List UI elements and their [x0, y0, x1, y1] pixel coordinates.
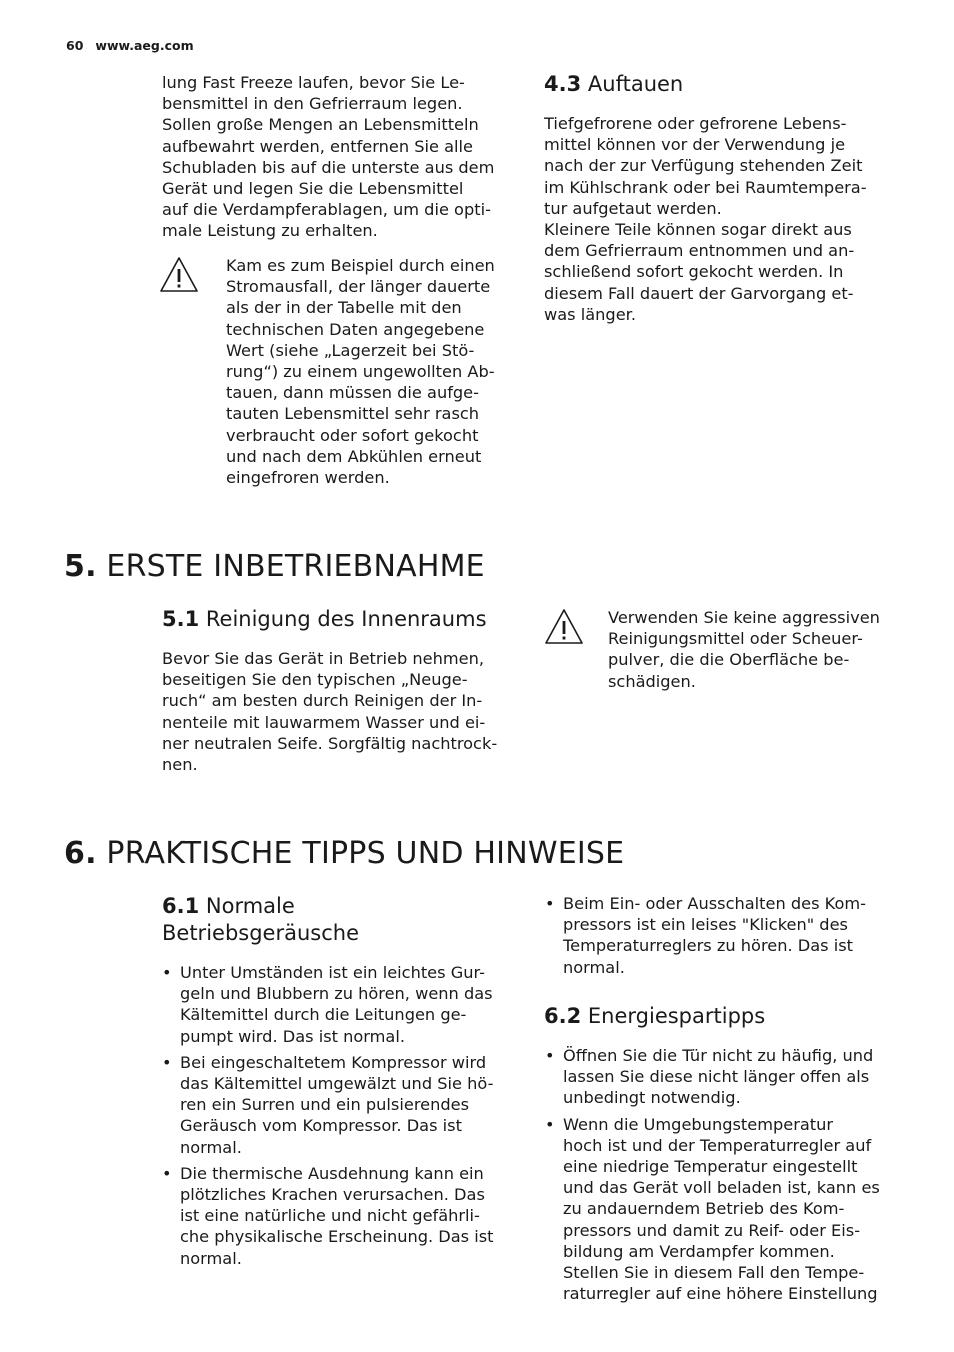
text-line: nen.	[162, 755, 198, 775]
text-line: Tiefgefrorene oder gefrorene Lebens-	[544, 114, 847, 133]
section-title: Auftauen	[587, 72, 684, 96]
section-number: 6.2	[544, 1004, 582, 1028]
list-item: • Unter Umständen ist ein leichtes Gur- geln und Blubbern zu hören, wenn das Kältemittel durch die Leitungen ge- pumpt wird. Das ist normal.	[162, 962, 532, 1047]
text-line: mittel können vor der Verwendung je	[544, 135, 846, 155]
thawing-paragraph	[544, 113, 924, 325]
noise-bullet-list	[162, 962, 532, 1274]
warning-icon	[159, 256, 199, 294]
text-line: pulver, die die Oberfläche be-	[608, 650, 850, 670]
text-line: auf die Verdampferablagen, um die opti-	[162, 200, 491, 220]
page-header	[66, 38, 194, 53]
text-line: Wert (siehe „Lagerzeit bei Stö-	[226, 340, 475, 360]
text-line: diesem Fall dauert der Garvorgang et-	[544, 283, 854, 303]
text-line: ruch“ am besten durch Reinigen der In-	[162, 691, 483, 711]
text-line: ner neutralen Seife. Sorgfältig nachtrock-	[162, 733, 498, 753]
text-line: tur aufgetaut werden.	[544, 198, 722, 218]
section-heading-6-2	[544, 1003, 765, 1030]
section-title: Normale	[205, 894, 295, 918]
chapter-number: 5.	[64, 549, 97, 584]
section-heading-5-1	[162, 606, 487, 633]
section-number: 4.3	[544, 72, 582, 96]
intro-paragraph	[162, 72, 522, 242]
section-heading-6-1	[162, 893, 522, 947]
cleaning-paragraph	[162, 648, 532, 775]
section-title: Energiespartipps	[587, 1004, 766, 1028]
text-line: Schubladen bis auf die unterste aus dem	[162, 157, 495, 177]
list-item: • Wenn die Umgebungstemperatur hoch ist und der Temperaturregler auf eine niedrige Temperatur eingestellt und das Gerät voll beladen ist, kann es zu andauerndem Betrieb des Kom- pressors und damit zu Reif- oder Eis- bildung am Verdampfer kommen. Stellen Sie in diesem Fall den Tempe- raturregler auf eine höhere Einstellung	[545, 1114, 925, 1305]
text-line: nach der zur Verfügung stehenden Zeit	[544, 156, 863, 176]
text-line: lung Fast Freeze laufen, bevor Sie Le-	[162, 73, 465, 92]
text-line: Stromausfall, der länger dauerte	[226, 277, 491, 297]
text-line: tauen, dann müssen die aufge-	[226, 383, 479, 403]
text-line: Kleinere Teile können sogar direkt aus	[544, 220, 852, 240]
text-line: eingefroren werden.	[226, 468, 390, 488]
text-line: was länger.	[544, 304, 636, 324]
text-line: technischen Daten angegebene	[226, 319, 485, 339]
section-number: 6.1	[162, 894, 200, 918]
text-line: verbraucht oder sofort gekocht	[226, 425, 479, 445]
chapter-title: PRAKTISCHE TIPPS UND HINWEISE	[106, 836, 625, 871]
text-line: Sollen große Mengen an Lebensmitteln	[162, 115, 479, 135]
text-line: Gerät und legen Sie die Lebensmittel	[162, 179, 464, 199]
section-heading-4-3	[544, 71, 683, 98]
text-line: Kam es zum Beispiel durch einen	[226, 256, 495, 275]
list-item: • Die thermische Ausdehnung kann ein plötzliches Krachen verursachen. Das ist eine natürliche und nicht gefährli- che physikalische Erscheinung. Das ist normal.	[162, 1163, 532, 1269]
section-number: 5.1	[162, 607, 200, 631]
section-title: Reinigung des Innenraums	[205, 607, 487, 631]
text-line: Verwenden Sie keine aggressiven	[608, 608, 880, 627]
chapter-heading-6	[64, 836, 624, 872]
header-url: www.aeg.com	[95, 38, 194, 53]
chapter-number: 6.	[64, 836, 97, 871]
warning-text-cleaning	[608, 607, 928, 692]
text-line: als der in der Tabelle mit den	[226, 298, 462, 318]
text-line: schließend sofort gekocht werden. In	[544, 262, 844, 282]
text-line: dem Gefrierraum entnommen und an-	[544, 241, 855, 261]
text-line: rung“) zu einem ungewollten Ab-	[226, 362, 495, 382]
text-line: Reinigungsmittel oder Scheuer-	[608, 629, 863, 649]
text-line: nenteile mit lauwarmem Wasser und ei-	[162, 712, 486, 732]
page-number: 60	[66, 38, 84, 53]
text-line: im Kühlschrank oder bei Raumtempera-	[544, 177, 867, 197]
chapter-heading-5	[64, 549, 485, 585]
text-line: Bevor Sie das Gerät in Betrieb nehmen,	[162, 649, 485, 668]
energy-saving-bullet-list	[545, 1045, 925, 1309]
chapter-title: ERSTE INBETRIEBNAHME	[106, 549, 485, 584]
text-line: male Leistung zu erhalten.	[162, 221, 378, 241]
list-item: • Bei eingeschaltetem Kompressor wird das Kältemittel umgewälzt und Sie hö- ren ein Surren und ein pulsierendes Geräusch vom Kompressor. Das ist normal.	[162, 1052, 532, 1158]
text-line: beseitigen Sie den typischen „Neuge-	[162, 670, 468, 690]
list-item: • Öffnen Sie die Tür nicht zu häufig, und lassen Sie diese nicht länger offen als unbedingt notwendig.	[545, 1045, 925, 1109]
text-line: und nach dem Abkühlen erneut	[226, 446, 482, 466]
section-title-continued: Betriebsgeräusche	[162, 921, 359, 945]
compressor-bullet-list	[545, 893, 925, 983]
warning-text-thawing	[226, 255, 526, 488]
warning-icon	[544, 608, 584, 646]
text-line: bensmittel in den Gefrierraum legen.	[162, 94, 463, 114]
list-item: • Beim Ein- oder Ausschalten des Kom- pressors ist ein leises "Klicken" des Temperaturreglers zu hören. Das ist normal.	[545, 893, 925, 978]
text-line: aufbewahrt werden, entfernen Sie alle	[162, 136, 474, 156]
text-line: schädigen.	[608, 671, 696, 691]
text-line: tauten Lebensmittel sehr rasch	[226, 404, 480, 424]
